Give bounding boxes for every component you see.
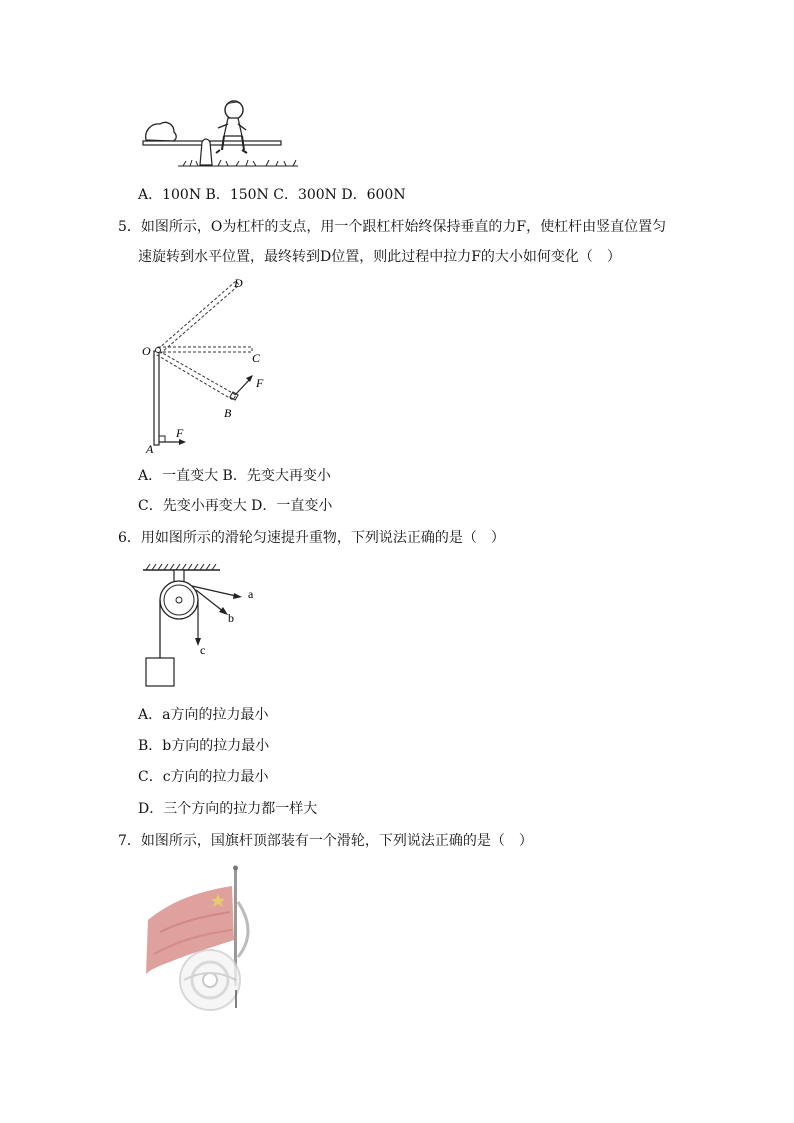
q6-option-a: A．a方向的拉力最小 (138, 707, 269, 723)
q6-option-c: C．c方向的拉力最小 (138, 769, 269, 785)
q4-options: A．100N B．150N C．300N D．600N (138, 187, 406, 203)
weight-box (146, 658, 174, 686)
pivot-point (156, 348, 161, 353)
pulley-figure (138, 560, 268, 690)
label-f-top: F (256, 376, 264, 390)
pulley-wheel-flag (180, 950, 240, 1010)
q5-stem-line1: 5．如图所示，O为杠杆的支点，用一个跟杠杆始终保持垂直的力F，使杠杆由竖直位置匀 (118, 219, 667, 235)
rock-icon (146, 122, 176, 141)
rope-b (196, 590, 224, 612)
rope-a (192, 586, 236, 596)
lever-to-d (158, 281, 239, 353)
lever-vertical (154, 351, 159, 445)
label-b-dir: b (228, 611, 234, 625)
label-d: D (234, 276, 243, 290)
q6-option-b: B．b方向的拉力最小 (138, 738, 270, 754)
label-c: C (252, 351, 261, 365)
label-o: O (142, 344, 151, 358)
flagpole-figure (140, 862, 260, 1012)
label-a: A (146, 442, 154, 455)
lever-figure (138, 275, 278, 455)
lever-to-b (157, 351, 236, 400)
q5-options-row1: A．一直变大 B．先变大再变小 (138, 468, 331, 484)
q7-stem: 7．如图所示，国旗杆顶部装有一个滑轮，下列说法正确的是（ ） (118, 833, 533, 849)
seesaw-figure (138, 98, 303, 178)
grass (178, 160, 298, 166)
fulcrum-post (200, 139, 212, 165)
q6-option-d: D．三个方向的拉力都一样大 (138, 801, 318, 817)
label-f-bottom: F (176, 426, 184, 440)
q5-options-row2: C．先变小再变大 D．一直变小 (138, 498, 333, 514)
seesaw-plank (143, 141, 281, 145)
label-a-dir: a (248, 587, 254, 601)
lever-horizontal (158, 347, 252, 352)
q6-stem: 6．用如图所示的滑轮匀速提升重物，下列说法正确的是（ ） (118, 530, 505, 546)
label-c-dir: c (200, 643, 206, 657)
label-b: B (224, 406, 232, 420)
q5-stem-line2: 速旋转到水平位置，最终转到D位置，则此过程中拉力F的大小如何变化（ ） (138, 249, 621, 265)
ceiling-hatch (146, 564, 216, 570)
